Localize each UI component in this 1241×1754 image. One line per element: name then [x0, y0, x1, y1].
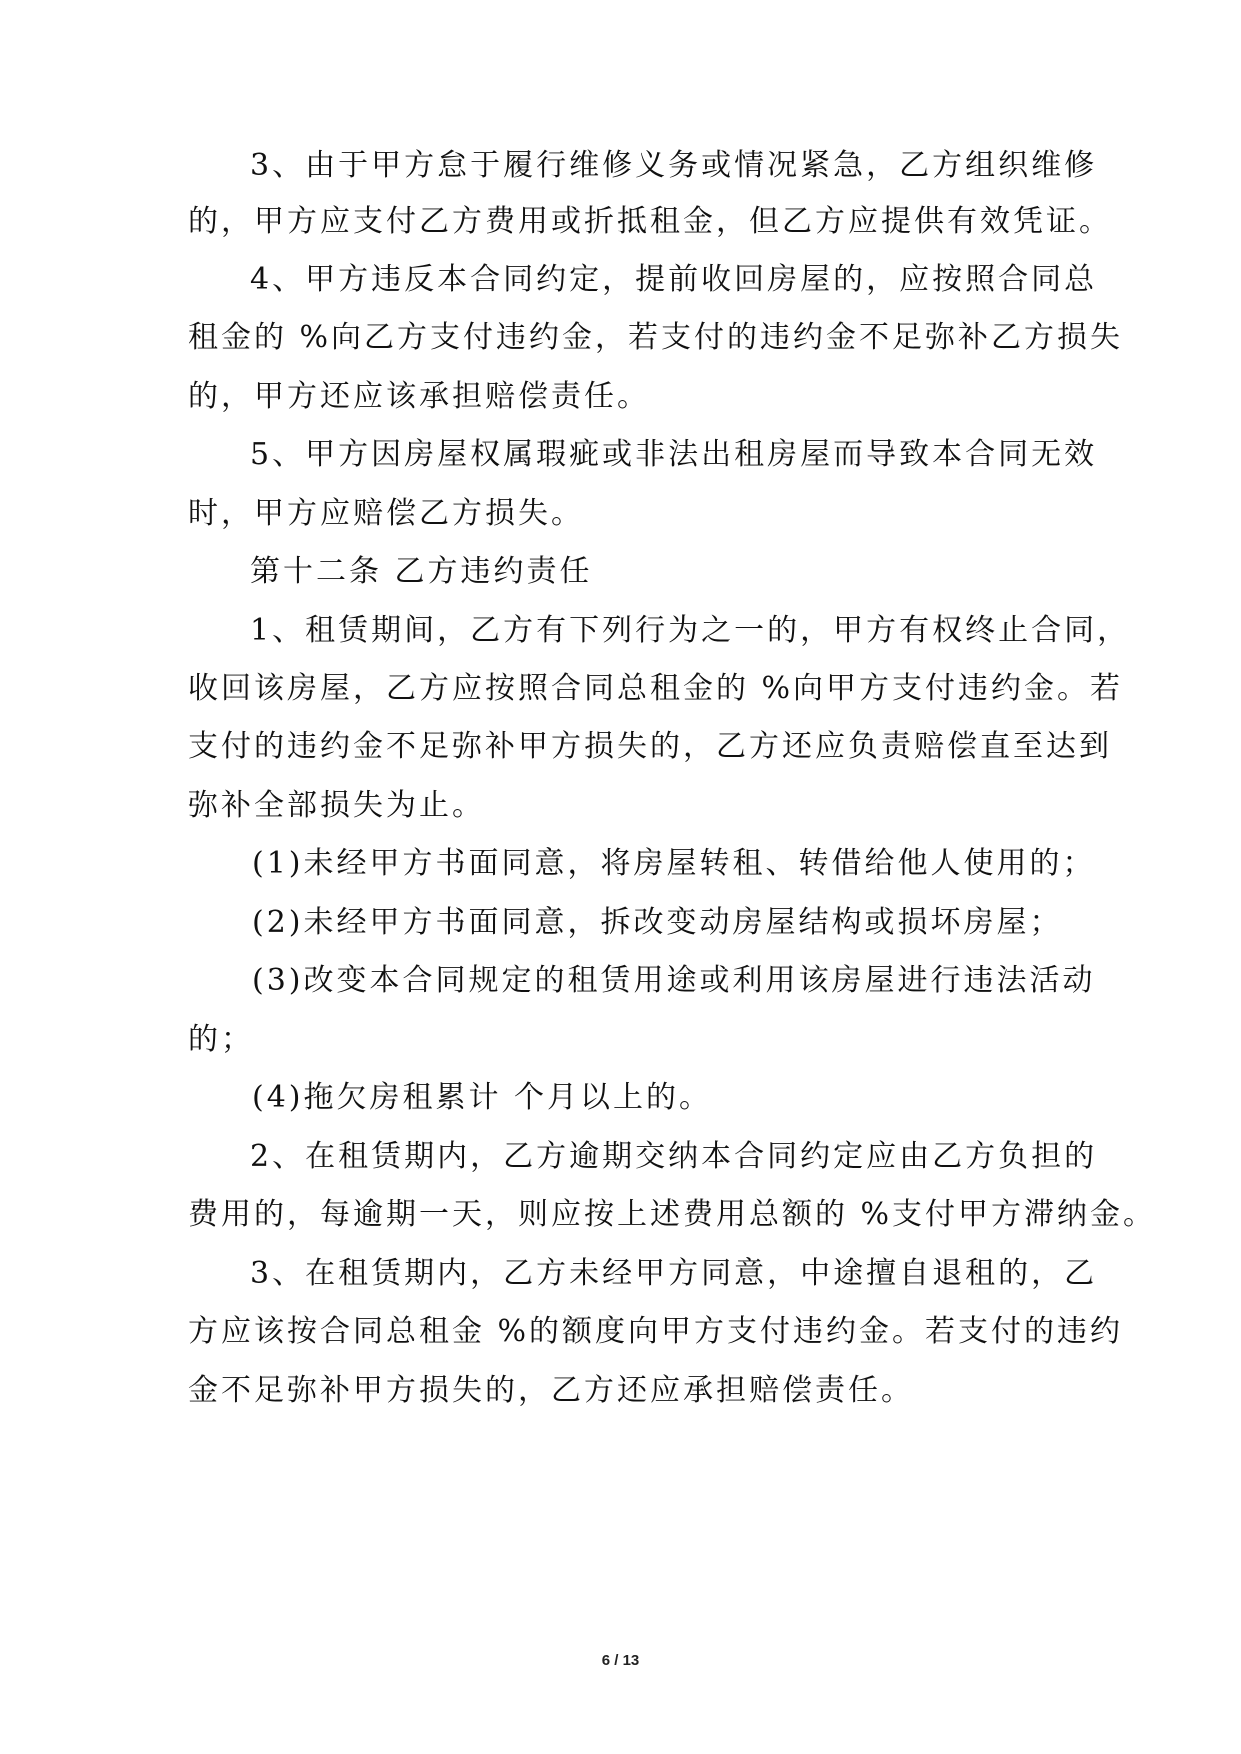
paragraph-line: 4、甲方违反本合同约定，提前收回房屋的，应按照合同总 — [250, 262, 1098, 297]
paragraph-line: 收回该房屋，乙方应按照合同总租金的 %向甲方支付违约金。若 — [188, 671, 1124, 706]
page-number: 6 / 13 — [601, 1652, 640, 1669]
paragraph-line: 的，甲方还应该承担赔偿责任。 — [188, 379, 650, 414]
paragraph-line: 方应该按合同总租金 %的额度向甲方支付违约金。若支付的违约 — [188, 1314, 1124, 1349]
paragraph-line: 租金的 %向乙方支付违约金，若支付的违约金不足弥补乙方损失 — [188, 320, 1124, 355]
list-item: (1)未经甲方书面同意，将房屋转租、转借给他人使用的； — [252, 846, 1096, 881]
paragraph-line: 2、在租赁期内，乙方逾期交纳本合同约定应由乙方负担的 — [250, 1139, 1098, 1174]
list-item: (4)拖欠房租累计 个月以上的。 — [252, 1080, 713, 1115]
paragraph-line: 的； — [188, 1022, 254, 1057]
paragraph-line: 弥补全部损失为止。 — [188, 788, 485, 823]
paragraph-line: 时，甲方应赔偿乙方损失。 — [188, 496, 584, 531]
paragraph-line: 的，甲方应支付乙方费用或折抵租金，但乙方应提供有效凭证。 — [188, 204, 1112, 239]
list-item: (3)改变本合同规定的租赁用途或利用该房屋进行违法活动 — [252, 963, 1096, 998]
list-item: (2)未经甲方书面同意，拆改变动房屋结构或损坏房屋； — [252, 905, 1063, 940]
paragraph-line: 1、租赁期间，乙方有下列行为之一的，甲方有权终止合同， — [250, 613, 1131, 648]
paragraph-line: 支付的违约金不足弥补甲方损失的，乙方还应负责赔偿直至达到 — [188, 729, 1112, 764]
paragraph-line: 3、由于甲方怠于履行维修义务或情况紧急，乙方组织维修 — [250, 148, 1098, 183]
paragraph-line: 金不足弥补甲方损失的，乙方还应承担赔偿责任。 — [188, 1373, 914, 1408]
paragraph-line: 5、甲方因房屋权属瑕疵或非法出租房屋而导致本合同无效 — [250, 437, 1098, 472]
section-heading: 第十二条 乙方违约责任 — [250, 554, 593, 589]
paragraph-line: 3、在租赁期内，乙方未经甲方同意，中途擅自退租的，乙 — [250, 1256, 1098, 1291]
paragraph-line: 费用的，每逾期一天，则应按上述费用总额的 %支付甲方滞纳金。 — [188, 1197, 1157, 1232]
